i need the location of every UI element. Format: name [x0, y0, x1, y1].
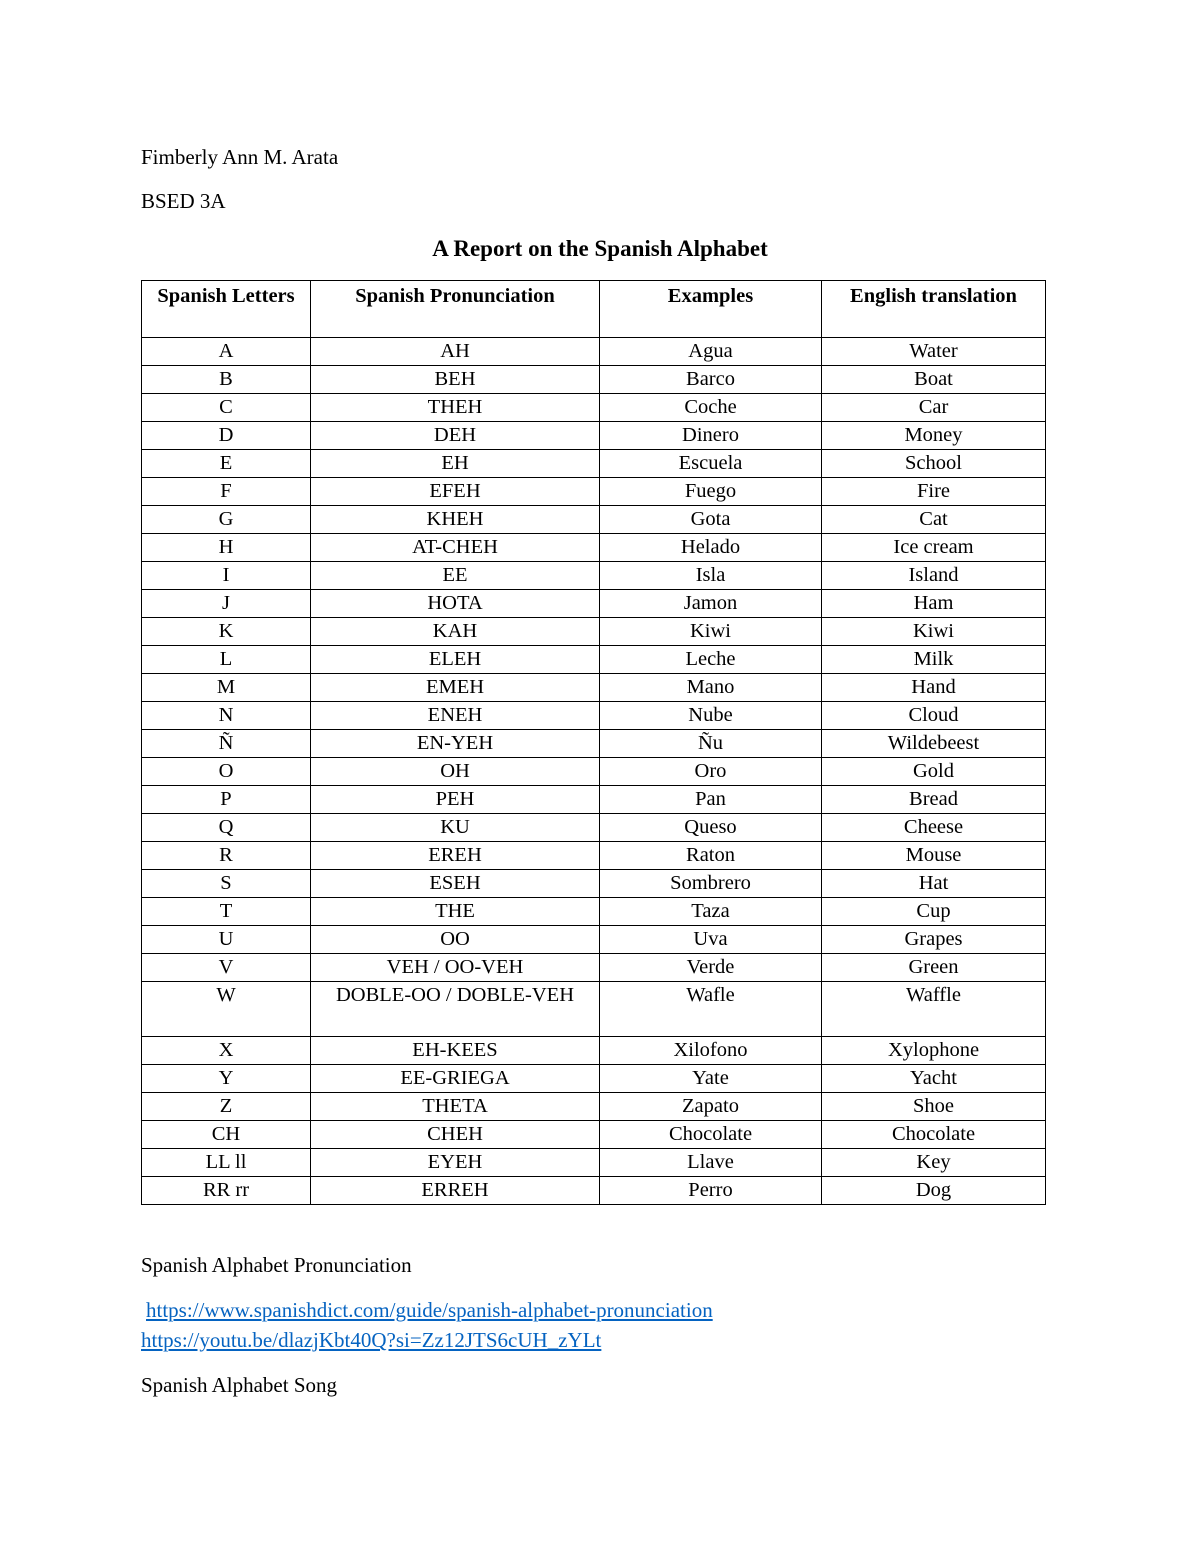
- cell-example: Kiwi: [600, 618, 822, 646]
- cell-letter: RR rr: [142, 1177, 311, 1205]
- cell-example: Jamon: [600, 590, 822, 618]
- cell-translation: Cup: [822, 898, 1046, 926]
- cell-pronunciation: EH: [311, 450, 600, 478]
- table-row: [142, 842, 1046, 870]
- youtube-link[interactable]: https://youtu.be/dlazjKbt40Q?si=Zz12JTS6cUH_zYLt: [141, 1328, 602, 1352]
- table-row: [142, 338, 1046, 366]
- cell-letter: U: [142, 926, 311, 954]
- cell-example: Sombrero: [600, 870, 822, 898]
- cell-letter: O: [142, 758, 311, 786]
- table-row: [142, 1037, 1046, 1065]
- cell-letter: CH: [142, 1121, 311, 1149]
- cell-translation: Mouse: [822, 842, 1046, 870]
- cell-example: Zapato: [600, 1093, 822, 1121]
- cell-example: Perro: [600, 1177, 822, 1205]
- spanishdict-link[interactable]: https://www.spanishdict.com/guide/spanish-alphabet-pronunciation: [146, 1298, 713, 1322]
- table-row: [142, 562, 1046, 590]
- table-row: [142, 366, 1046, 394]
- table-row: [142, 590, 1046, 618]
- table-row: [142, 1093, 1046, 1121]
- cell-translation: Cloud: [822, 702, 1046, 730]
- cell-letter: C: [142, 394, 311, 422]
- cell-translation: Island: [822, 562, 1046, 590]
- cell-pronunciation: PEH: [311, 786, 600, 814]
- table-row: [142, 898, 1046, 926]
- cell-example: Queso: [600, 814, 822, 842]
- cell-example: Uva: [600, 926, 822, 954]
- cell-letter: G: [142, 506, 311, 534]
- cell-translation: Grapes: [822, 926, 1046, 954]
- table-header-row: [142, 281, 1046, 338]
- column-header-letters: Spanish Letters: [142, 281, 311, 338]
- cell-pronunciation: THE: [311, 898, 600, 926]
- cell-letter: E: [142, 450, 311, 478]
- table-row: [142, 814, 1046, 842]
- cell-example: Taza: [600, 898, 822, 926]
- cell-pronunciation: CHEH: [311, 1121, 600, 1149]
- cell-letter: H: [142, 534, 311, 562]
- cell-example: Mano: [600, 674, 822, 702]
- cell-letter: J: [142, 590, 311, 618]
- cell-translation: Wildebeest: [822, 730, 1046, 758]
- cell-example: Xilofono: [600, 1037, 822, 1065]
- cell-example: Pan: [600, 786, 822, 814]
- table-row: [142, 478, 1046, 506]
- cell-letter: I: [142, 562, 311, 590]
- song-heading: Spanish Alphabet Song: [141, 1373, 338, 1397]
- column-header-translation: English translation: [822, 281, 1046, 338]
- table-row: [142, 506, 1046, 534]
- cell-example: Chocolate: [600, 1121, 822, 1149]
- cell-pronunciation: ELEH: [311, 646, 600, 674]
- cell-translation: Chocolate: [822, 1121, 1046, 1149]
- cell-pronunciation: EN-YEH: [311, 730, 600, 758]
- class-section: BSED 3A: [141, 189, 226, 213]
- cell-example: Wafle: [600, 982, 822, 1037]
- table-row: [142, 870, 1046, 898]
- cell-example: Barco: [600, 366, 822, 394]
- cell-translation: Bread: [822, 786, 1046, 814]
- cell-pronunciation: THEH: [311, 394, 600, 422]
- cell-pronunciation: AH: [311, 338, 600, 366]
- cell-translation: Key: [822, 1149, 1046, 1177]
- cell-pronunciation: ESEH: [311, 870, 600, 898]
- cell-translation: Ice cream: [822, 534, 1046, 562]
- cell-pronunciation: EE: [311, 562, 600, 590]
- cell-pronunciation: EMEH: [311, 674, 600, 702]
- cell-pronunciation: EFEH: [311, 478, 600, 506]
- table-row: [142, 786, 1046, 814]
- table-row: [142, 1065, 1046, 1093]
- cell-example: Gota: [600, 506, 822, 534]
- cell-translation: Gold: [822, 758, 1046, 786]
- table-row: [142, 394, 1046, 422]
- cell-letter: LL ll: [142, 1149, 311, 1177]
- cell-translation: Cat: [822, 506, 1046, 534]
- cell-pronunciation: VEH / OO-VEH: [311, 954, 600, 982]
- table-row: [142, 1177, 1046, 1205]
- cell-pronunciation: KU: [311, 814, 600, 842]
- cell-translation: Hat: [822, 870, 1046, 898]
- cell-pronunciation: THETA: [311, 1093, 600, 1121]
- cell-example: Coche: [600, 394, 822, 422]
- cell-letter: Z: [142, 1093, 311, 1121]
- cell-example: Agua: [600, 338, 822, 366]
- table-row: [142, 982, 1046, 1037]
- alphabet-table: [141, 280, 1046, 1205]
- cell-pronunciation: ERREH: [311, 1177, 600, 1205]
- table-row: [142, 646, 1046, 674]
- cell-example: Yate: [600, 1065, 822, 1093]
- cell-pronunciation: OO: [311, 926, 600, 954]
- cell-letter: S: [142, 870, 311, 898]
- cell-example: Escuela: [600, 450, 822, 478]
- cell-translation: Green: [822, 954, 1046, 982]
- pronunciation-heading: Spanish Alphabet Pronunciation: [141, 1253, 412, 1277]
- cell-pronunciation: DEH: [311, 422, 600, 450]
- cell-pronunciation: BEH: [311, 366, 600, 394]
- cell-letter: Y: [142, 1065, 311, 1093]
- table-body: [142, 338, 1046, 1205]
- cell-pronunciation: KAH: [311, 618, 600, 646]
- cell-translation: Money: [822, 422, 1046, 450]
- cell-translation: Fire: [822, 478, 1046, 506]
- cell-letter: L: [142, 646, 311, 674]
- table-row: [142, 1149, 1046, 1177]
- cell-translation: Hand: [822, 674, 1046, 702]
- cell-pronunciation: OH: [311, 758, 600, 786]
- cell-example: Nube: [600, 702, 822, 730]
- cell-example: Fuego: [600, 478, 822, 506]
- cell-example: Oro: [600, 758, 822, 786]
- table-row: [142, 758, 1046, 786]
- cell-letter: X: [142, 1037, 311, 1065]
- cell-translation: School: [822, 450, 1046, 478]
- cell-translation: Kiwi: [822, 618, 1046, 646]
- cell-example: Isla: [600, 562, 822, 590]
- cell-example: Verde: [600, 954, 822, 982]
- cell-letter: M: [142, 674, 311, 702]
- cell-letter: N: [142, 702, 311, 730]
- cell-example: Ñu: [600, 730, 822, 758]
- cell-translation: Boat: [822, 366, 1046, 394]
- cell-translation: Dog: [822, 1177, 1046, 1205]
- cell-letter: Ñ: [142, 730, 311, 758]
- cell-letter: A: [142, 338, 311, 366]
- cell-pronunciation: EH-KEES: [311, 1037, 600, 1065]
- cell-translation: Cheese: [822, 814, 1046, 842]
- cell-letter: D: [142, 422, 311, 450]
- cell-letter: Q: [142, 814, 311, 842]
- table-row: [142, 1121, 1046, 1149]
- cell-example: Raton: [600, 842, 822, 870]
- cell-letter: T: [142, 898, 311, 926]
- cell-letter: F: [142, 478, 311, 506]
- column-header-pronunciation: Spanish Pronunciation: [311, 281, 600, 338]
- cell-pronunciation: KHEH: [311, 506, 600, 534]
- table-row: [142, 674, 1046, 702]
- cell-letter: R: [142, 842, 311, 870]
- table-row: [142, 534, 1046, 562]
- cell-pronunciation: EYEH: [311, 1149, 600, 1177]
- cell-example: Helado: [600, 534, 822, 562]
- cell-translation: Shoe: [822, 1093, 1046, 1121]
- cell-letter: B: [142, 366, 311, 394]
- table-row: [142, 618, 1046, 646]
- author-name: Fimberly Ann M. Arata: [141, 145, 339, 169]
- cell-translation: Xylophone: [822, 1037, 1046, 1065]
- cell-letter: P: [142, 786, 311, 814]
- cell-pronunciation: EE-GRIEGA: [311, 1065, 600, 1093]
- cell-example: Dinero: [600, 422, 822, 450]
- table-row: [142, 730, 1046, 758]
- table-row: [142, 926, 1046, 954]
- cell-pronunciation: HOTA: [311, 590, 600, 618]
- cell-translation: Waffle: [822, 982, 1046, 1037]
- cell-letter: W: [142, 982, 311, 1037]
- cell-pronunciation: EREH: [311, 842, 600, 870]
- table-row: [142, 954, 1046, 982]
- cell-translation: Water: [822, 338, 1046, 366]
- cell-letter: V: [142, 954, 311, 982]
- cell-translation: Milk: [822, 646, 1046, 674]
- cell-pronunciation: ENEH: [311, 702, 600, 730]
- table-row: [142, 422, 1046, 450]
- cell-pronunciation: AT-CHEH: [311, 534, 600, 562]
- cell-translation: Ham: [822, 590, 1046, 618]
- cell-example: Leche: [600, 646, 822, 674]
- column-header-examples: Examples: [600, 281, 822, 338]
- table-row: [142, 450, 1046, 478]
- table-row: [142, 702, 1046, 730]
- document-title: A Report on the Spanish Alphabet: [432, 236, 768, 261]
- cell-pronunciation: DOBLE-OO / DOBLE-VEH: [311, 982, 600, 1037]
- cell-example: Llave: [600, 1149, 822, 1177]
- cell-letter: K: [142, 618, 311, 646]
- cell-translation: Yacht: [822, 1065, 1046, 1093]
- cell-translation: Car: [822, 394, 1046, 422]
